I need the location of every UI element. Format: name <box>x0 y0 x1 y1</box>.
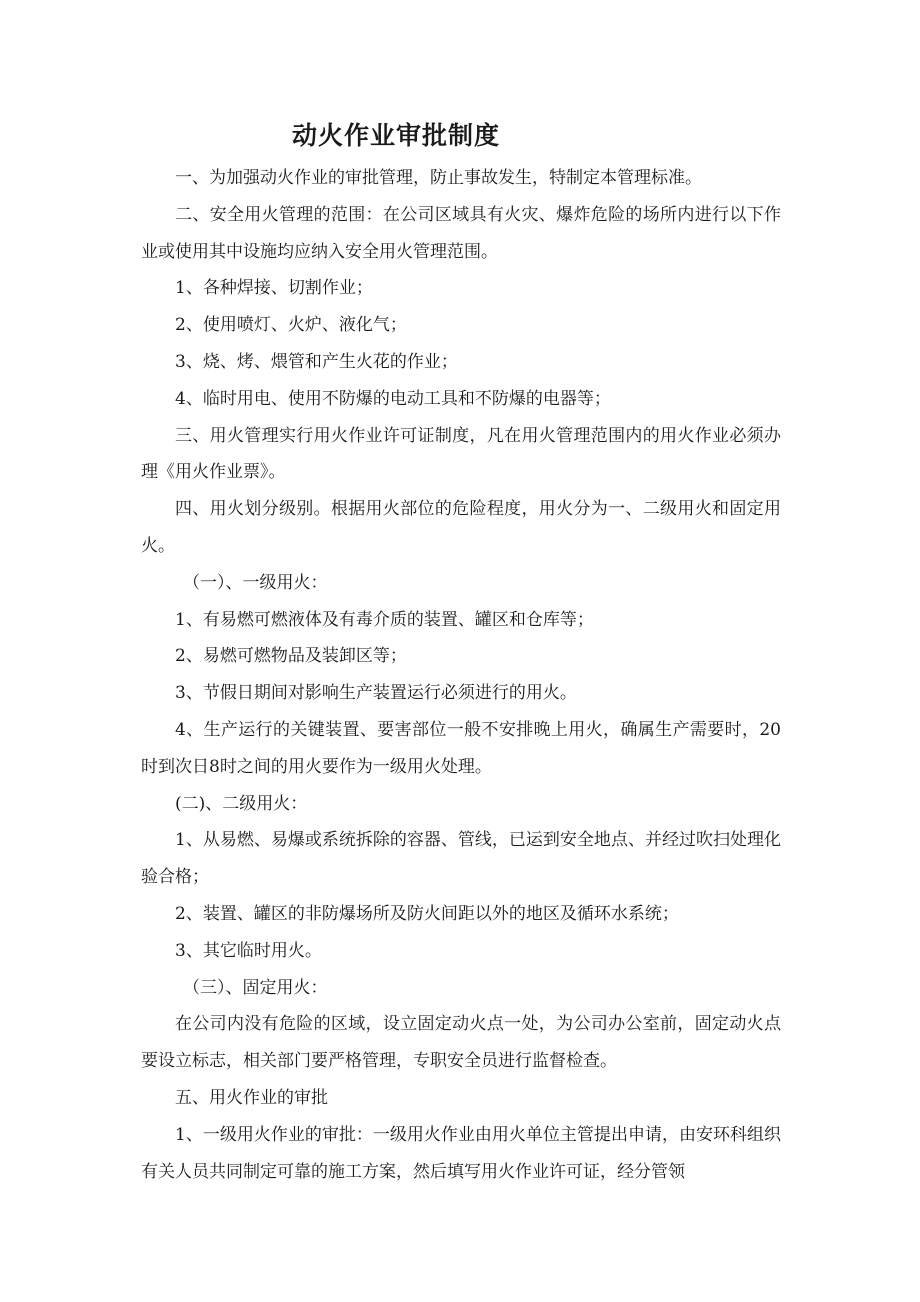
level-1-item-3: 3、节假日期间对影响生产装置运行必须进行的用火。 <box>175 683 577 704</box>
level-1-item-4: 4、生产运行的关键装置、要害部位一般不安排晚上用火，确属生产需要时，20时到次日8时之间的用火要作为一级用火处理。 <box>141 719 781 777</box>
section-5-heading: 五、用火作业的审批 <box>175 1087 328 1108</box>
subheading-level-2: (二)、二级用火： <box>175 793 308 814</box>
list-item-2: 2、使用喷灯、火炉、液化气； <box>175 315 407 336</box>
paragraph-3: 三、用火管理实行用火作业许可证制度，凡在用火管理范围内的用火作业必须办理《用火作业票》。 <box>141 425 781 483</box>
fixed-fire-paragraph: 在公司内没有危险的区域，设立固定动火点一处，为公司办公室前，固定动火点要设立标志，相关部门要严格管理，专职安全员进行监督检查。 <box>141 1014 781 1072</box>
list-item-4: 4、临时用电、使用不防爆的电动工具和不防爆的电器等； <box>175 388 611 409</box>
list-item-3: 3、烧、烤、煨管和产生火花的作业； <box>175 351 458 372</box>
level-2-item-2: 2、装置、罐区的非防爆场所及防火间距以外的地区及循环水系统； <box>175 903 679 924</box>
list-item-1: 1、各种焊接、切割作业； <box>175 278 373 299</box>
section-5-item-1: 1、一级用火作业的审批：一级用火作业由用火单位主管提出申请，由安环科组织有关人员共同制定可靠的施工方案，然后填写用火作业许可证，经分管领 <box>141 1124 781 1182</box>
paragraph-1: 一、为加强动火作业的审批管理，防止事故发生，特制定本管理标准。 <box>175 168 702 188</box>
subheading-level-1: （一）、一级用火： <box>183 572 328 593</box>
level-1-item-2: 2、易燃可燃物品及装卸区等； <box>175 646 407 667</box>
level-1-item-1: 1、有易燃可燃液体及有毒介质的装置、罐区和仓库等； <box>175 609 594 630</box>
document-title: 动火作业审批制度 <box>292 121 501 150</box>
document-body <box>141 160 781 1190</box>
level-2-item-3: 3、其它临时用火。 <box>175 940 322 961</box>
paragraph-4: 四、用火划分级别。根据用火部位的危险程度，用火分为一、二级用火和固定用火。 <box>141 499 781 556</box>
paragraph-2: 二、安全用火管理的范围：在公司区域具有火灾、爆炸危险的场所内进行以下作业或使用其中设施均应纳入安全用火管理范围。 <box>141 204 781 262</box>
subheading-fixed-fire: （三）、固定用火： <box>183 977 328 998</box>
level-2-item-1: 1、从易燃、易爆或系统拆除的容器、管线，已运到安全地点、并经过吹扫处理化验合格； <box>141 830 781 888</box>
